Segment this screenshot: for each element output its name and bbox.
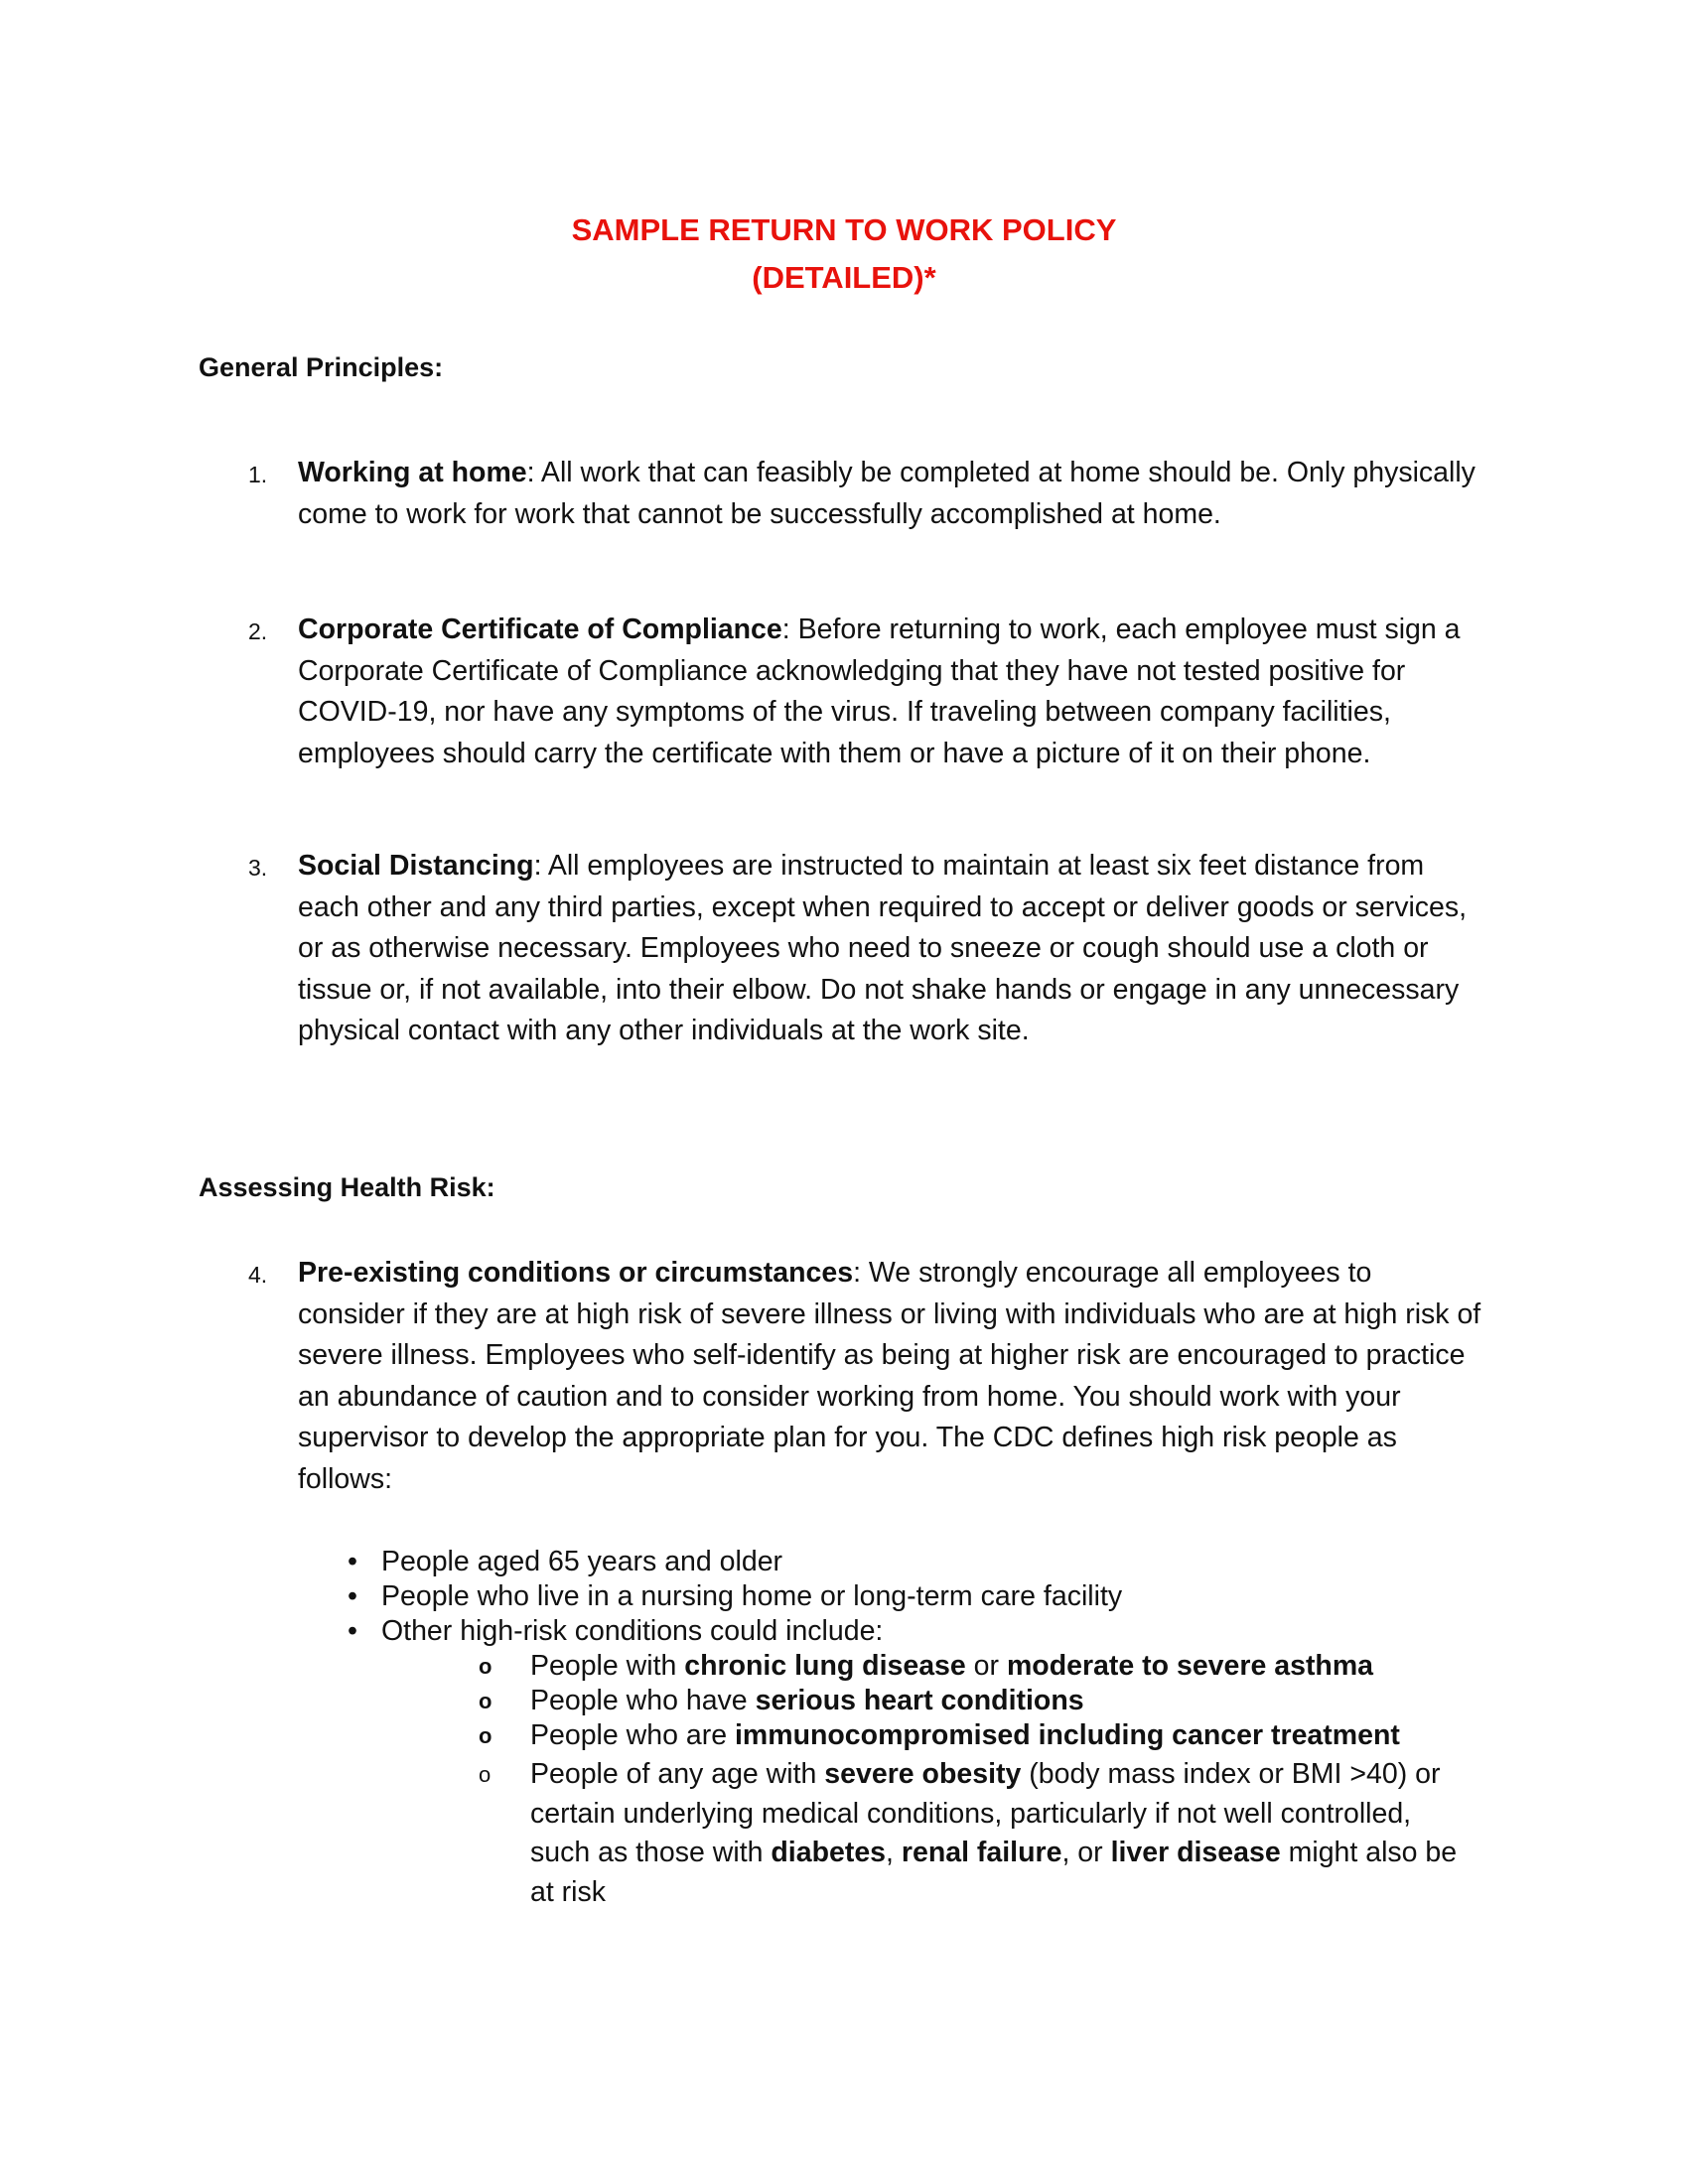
bullet-item: [348, 1614, 884, 1649]
list-item-text: [298, 453, 1484, 535]
list-number: 2.: [248, 618, 268, 644]
sub-bullet-item: [479, 1649, 1374, 1684]
sub-bullet-emphasis: immunocompromised including cancer treatment: [734, 1719, 1400, 1751]
sub-bullet-emphasis: serious heart conditions: [755, 1685, 1084, 1716]
circle-bullet-icon: o: [479, 1723, 492, 1748]
list-number: 3.: [248, 855, 268, 881]
list-item-body: : We strongly encourage all employees to consider if they are at high risk of severe illness or living with individuals who are at high risk of severe illness. Employees who self-identify as being at higher risk are encouraged to practice an abundance of caution and to consider working from home. You should work with your supervisor to develop the appropriate plan for you. The CDC defines high risk people as follows:: [298, 1257, 1481, 1495]
sub-bullet-emphasis: moderate to severe asthma: [1006, 1650, 1374, 1682]
bullet-item: [348, 1579, 1123, 1614]
section-heading-assessing-health-risk: Assessing Health Risk:: [199, 1172, 495, 1202]
sub-bullet-emphasis: diabetes: [771, 1837, 887, 1868]
list-item-lead: Pre-existing conditions or circumstances: [298, 1257, 854, 1289]
sub-bullet-text: ,: [886, 1837, 902, 1868]
sub-bullet-text: or: [965, 1650, 1007, 1682]
list-item-body: : All work that can feasibly be completed at home should be. Only physically come to work for work that cannot be successfully accomplished at home.: [298, 457, 1476, 530]
sub-bullet-text: (body mass index or BMI >40) or certain underlying medical conditions, particularly if not well controlled, such as those with: [530, 1758, 1441, 1868]
document-title-subtitle: (DETAILED)*: [752, 260, 936, 295]
circle-bullet-icon: o: [479, 1762, 492, 1787]
sub-bullet-emphasis: chronic lung disease: [684, 1650, 966, 1682]
sub-bullet-text: People who have: [530, 1685, 756, 1716]
document-title: SAMPLE RETURN TO WORK POLICY: [571, 212, 1117, 247]
sub-bullet-text: might also be at risk: [530, 1837, 1458, 1908]
list-item-body: : Before returning to work, each employee must sign a Corporate Certificate of Compliance acknowledging that they have not tested positive for COVID-19, nor have any symptoms of the virus. If traveling between company facilities, employees should carry the certificate with them or have a picture of it on their phone.: [298, 614, 1461, 769]
sub-bullet-emphasis: severe obesity: [824, 1758, 1022, 1790]
sub-bullet-item: [479, 1718, 1400, 1753]
sub-bullet-item: [479, 1684, 1084, 1718]
list-number: 1.: [248, 462, 268, 487]
sub-bullet-emphasis: liver disease: [1110, 1837, 1281, 1868]
list-item-lead: Working at home: [298, 457, 527, 488]
list-item-lead: Corporate Certificate of Compliance: [298, 614, 782, 645]
section-heading-general-principles: General Principles:: [199, 352, 444, 382]
list-number: 4.: [248, 1262, 268, 1288]
bullet-item: [348, 1545, 783, 1579]
sub-bullet-emphasis: renal failure: [901, 1837, 1062, 1868]
circle-bullet-icon: o: [479, 1654, 492, 1679]
list-item-text: [298, 846, 1484, 1052]
bullet-dot-icon: •: [348, 1615, 357, 1647]
sub-bullet-text: People of any age with: [530, 1758, 825, 1790]
bullet-dot-icon: •: [348, 1580, 357, 1612]
sub-bullet-item: [479, 1755, 1478, 1912]
circle-bullet-icon: o: [479, 1689, 492, 1713]
list-item-lead: Social Distancing: [298, 850, 534, 882]
sub-bullet-text: People who are: [530, 1719, 735, 1751]
bullet-dot-icon: •: [348, 1546, 357, 1577]
list-item-text: [298, 610, 1484, 774]
list-item-body: : All employees are instructed to maintain at least six feet distance from each other and any third parties, except when required to accept or deliver goods or services, or as otherwise necessary. Employees who need to sneeze or cough should use a cloth or tissue or, if not available, into their elbow. Do not shake hands or engage in any unnecessary physical contact with any other individuals at the work site.: [298, 850, 1468, 1046]
sub-bullet-text: , or: [1061, 1837, 1111, 1868]
bullet-text: People who live in a nursing home or long-term care facility: [381, 1580, 1123, 1612]
bullet-text: People aged 65 years and older: [381, 1546, 783, 1577]
bullet-text: Other high-risk conditions could include:: [381, 1615, 884, 1647]
sub-bullet-text: People with: [530, 1650, 685, 1682]
list-item-text: [298, 1253, 1484, 1500]
